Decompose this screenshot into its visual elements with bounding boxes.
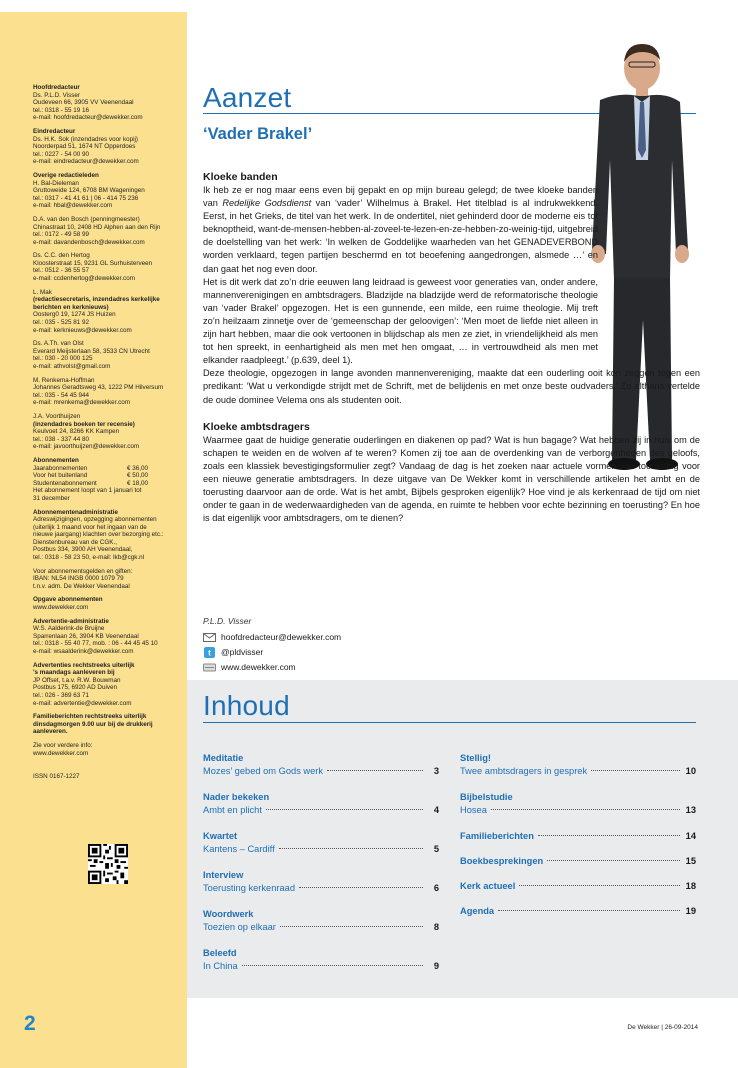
toc-category: Nader bekeken xyxy=(203,792,270,802)
colophon-line: tel.: 035 - 54 45 944 xyxy=(33,391,90,399)
subheading: Kloeke ambtsdragers xyxy=(203,420,310,433)
colophon-line: M. Renkema-Hoffman xyxy=(33,376,95,384)
colophon-line: Adreswijzigingen, opzegging abonnementen xyxy=(33,516,157,524)
colophon-line: Zie voor verdere info: xyxy=(33,741,93,749)
colophon-bosch xyxy=(33,216,183,246)
toc-entry[interactable] xyxy=(460,830,696,843)
colophon-line: Oudeveen 66, 3905 VV Veenendaal xyxy=(33,99,134,107)
email-link[interactable] xyxy=(203,630,341,645)
colophon-line: (inzendadres boeken ter recensie) xyxy=(33,420,135,428)
colophon-heading: Advertentie-administratie xyxy=(33,617,109,625)
colophon-line: e-mail: mrenkema@dewekker.com xyxy=(33,399,131,407)
colophon-opgave xyxy=(33,596,183,611)
colophon-line: Postbus 175, 6920 AD Duiven xyxy=(33,684,118,692)
colophon-line: Gruttoweide 124, 6708 BM Wageningen xyxy=(33,187,145,195)
colophon-line: e-mail: athvolst@gmail.com xyxy=(33,363,111,370)
toc-page: 18 xyxy=(685,881,696,891)
toc-title: Familieberichten xyxy=(460,831,534,841)
colophon-line: Postbus 334, 3900 AH Veenendaal, xyxy=(33,546,133,554)
toc-category: Stellig! xyxy=(460,753,491,763)
colophon-administratie xyxy=(33,509,183,562)
toc-page: 15 xyxy=(685,856,696,866)
toc-entry[interactable] xyxy=(203,752,439,778)
twitter-handle: @pldvisser xyxy=(221,647,264,657)
colophon-line: Keulvoet 24, 8266 KK Kampen xyxy=(33,428,120,436)
colophon-line: H. Bal-Dieleman xyxy=(33,179,79,187)
colophon-line: Voor abonnementsgelden en giften: xyxy=(33,567,133,575)
colophon-line: e-mail: hbal@dewekker.com xyxy=(33,202,113,210)
paragraph: Waarmee gaat de huidige generatie ouderlingen en diakenen op pad? Wat is hun bagage? Wat hebben zij in huis om de schapen te weiden en de wolven af te weren? Komen zij toe aan de overdenking van de verborgenheden des geloofs, zoals een klassiek bevestigingsformulier zegt? Vandaag de dag is het zoeken naar actuele vormen van toerusting voor een nieuwe generatie ambtsdragers. In deze uitgave van De Wekker komt in verschillende artikelen het ambt en de toerusting daarvoor aan de orde. Wat is het ambt, Bijbels gesproken eigenlijk? Hoe vind je als kerkenraad de tijd om niet onder te gaan in de wederwaardigheden van de agenda, en ruimte te hebben voor echte bezinning en toerusting? En hoe is dat eigenlijk voor ambtsdragers, om te dienen? xyxy=(203,434,700,524)
price-row xyxy=(33,472,148,480)
colophon-line: tel.: 0512 - 36 55 57 xyxy=(33,267,90,275)
colophon-line: tel.: 0317 - 41 41 61 | 06 - 414 75 236 xyxy=(33,194,139,202)
toc-title: Toezien op elkaar xyxy=(203,922,276,932)
colophon-line: e-mail: javoorthuijzen@dewekker.com xyxy=(33,443,140,451)
colophon-line: Sparrenlaan 26, 3904 KB Veenendaal xyxy=(33,632,139,640)
colophon-heading: Abonnementen xyxy=(33,456,79,464)
colophon-line: tel.: 0318 - 55 40 77, mob. : 06 - 44 45 45 10 xyxy=(33,640,158,648)
colophon-line: Ds. P.L.D. Visser xyxy=(33,91,81,99)
toc-page: 10 xyxy=(685,766,696,776)
colophon-heading: Advertenties rechtstreeks uiterlijk xyxy=(33,661,135,669)
toc-category: Beleefd xyxy=(203,948,237,958)
colophon-info xyxy=(33,742,183,757)
paragraph-text: van ‘vader’ Wilhelmus à Brakel. Het titelblad is al indrukwekkend. Eerst, in het Grieks, de titel van het werk. In de ondertitel, niet gehinderd door de moderne eis tot beknoptheid, want-de-mensen-hebben-al-zoveel-te-lezen-en-ze-hebben-zo-weinig-tijd, uitgebreid de doelstelling van het werk: ‘In welken de Goddelijke waarheden van het GENADEVERBOND worden verklaard, tegen partijen beschermd en tot beoefening aangedrongen, alsmede …’ en dan gaat het nog even door. xyxy=(203,198,598,274)
colophon-heading: Eindredacteur xyxy=(33,127,76,135)
colophon-advertenties xyxy=(33,662,183,708)
colophon-abonnementen xyxy=(33,457,183,503)
colophon-line: D.A. van den Bosch (penningmeester) xyxy=(33,215,140,223)
colophon-line: e-mail: eindredacteur@dewekker.com xyxy=(33,158,139,166)
toc-title: Hosea xyxy=(460,805,487,815)
colophon-line: Kloosterstraat 15, 9231 GL Surhuisterveen xyxy=(33,259,153,267)
toc-entry[interactable] xyxy=(203,869,439,895)
qr-code[interactable] xyxy=(88,844,128,884)
paragraph xyxy=(203,184,598,276)
colophon-line: Oosterg0 19, 1274 JS Huizen xyxy=(33,311,116,319)
colophon-line: tel.: 035 - 525 81 92 xyxy=(33,319,90,327)
colophon-line: JP Offset, t.a.v. R.W. Bouwman xyxy=(33,676,121,684)
colophon-line: Everard Meijsterlaan 58, 3533 CN Utrecht xyxy=(33,347,150,355)
qr-code-icon xyxy=(88,844,128,884)
colophon-line: e-mail: advertentie@dewekker.com xyxy=(33,699,132,707)
toc-category: Interview xyxy=(203,870,244,880)
colophon-voorthuijzen xyxy=(33,413,183,451)
colophon-line: tel.: 0318 - 55 19 16 xyxy=(33,106,90,114)
colophon-line: Chinastraat 10, 2408 HD Alphen aan den Rijn xyxy=(33,223,161,231)
toc-entry[interactable] xyxy=(460,905,696,918)
website-text: www.dewekker.com xyxy=(221,662,296,672)
colophon-line: tel.: 030 - 20 000 125 xyxy=(33,355,93,363)
colophon-heading: dinsdagmorgen 9.00 uur bij de drukkerij xyxy=(33,720,153,728)
article-body xyxy=(203,170,700,525)
colophon-line: IBAN: NL54 INGB 0000 1079 79 xyxy=(33,575,124,583)
toc-title: Mozes’ gebed om Gods werk xyxy=(203,766,324,776)
price-value: € 36,00 xyxy=(126,464,148,472)
toc-entry[interactable] xyxy=(203,791,439,817)
issn: ISSN 0167-1227 xyxy=(33,773,80,781)
colophon-giften xyxy=(33,568,183,591)
paragraph: Het is dit werk dat zo’n drie eeuwen lang leidraad is geweest voor generaties van, onder andere, mannenverenigingen en ambtsdragers. Bladzijde na bladzijde werd de reformatorische theologie van ‘vader Brakel’ opgezogen. Het is een gunnende, een milde, een ruime theologie. Mij treft zo’n heilzaam zinnetje over de ‘gemeenschap der geloovigen’: ‘Men moet de liefde niet alleen in zijn hart hebben, maar die ook vertoonen in blijdschap als men ze ziet, in vriendelijkheid als men tot hen spreekt, in eenhartigheid als men met hen omgaat, … in vertrouwdheid als men met elkander raadpleegt.’ (p.639, deel 1). xyxy=(203,276,598,366)
colophon-line: (uiterlijk 1 maand voor het ingaan van de xyxy=(33,523,147,531)
colophon-line: t.n.v. adm. De Wekker Veenendaal xyxy=(33,582,130,590)
toc-entry[interactable] xyxy=(460,791,696,817)
toc-title: Kantens – Cardiff xyxy=(203,844,275,854)
price-value: € 18,00 xyxy=(126,479,148,487)
colophon-heading: Overige redactieleden xyxy=(33,171,99,179)
toc-category: Kwartet xyxy=(203,831,238,841)
colophon-line: Noorderpad 51, 1674 NT Opperdoes xyxy=(33,143,136,151)
toc-title: Toerusting kerkenraad xyxy=(203,883,295,893)
colophon-line: berichten en kerknieuws) xyxy=(33,303,109,311)
paragraph: Deze theologie, opgezogen in lange avonden mannenvereniging, maakte dat een ouderling ooit kon zeggen tegen een predikant: ‘Wat u verkondigde strijdt met de Schrift, met de belijdenis en met onze beste oudvaders.’ Zo althans vertelde de oude dominee Velema ons als studenten ooit. xyxy=(203,368,700,405)
signature xyxy=(203,614,341,675)
colophon-advertentie xyxy=(33,618,183,656)
toc-title: Agenda xyxy=(460,906,495,916)
colophon-heading: Hoofdredacteur xyxy=(33,84,80,91)
price-row xyxy=(33,480,148,488)
toc-entry[interactable] xyxy=(203,908,439,934)
colophon-line: e-mail: wsaalderink@dewekker.com xyxy=(33,648,134,655)
colophon-line: tel.: 0318 - 58 23 50, e-mail: lkb@cgk.nl xyxy=(33,554,145,562)
colophon-line: L. Mak xyxy=(33,288,52,296)
colophon-line: tel.: 026 - 369 63 71 xyxy=(33,691,90,699)
toc-page: 19 xyxy=(685,906,696,916)
colophon-line: e-mail: hoofdredacteur@dewekker.com xyxy=(33,114,143,122)
toc-title: In China xyxy=(203,961,238,971)
page-footer: De Wekker | 26-09-2014 xyxy=(627,1024,698,1031)
colophon xyxy=(33,84,183,787)
price-label: Jaarabonnementen xyxy=(33,464,88,472)
colophon-line: tel.: 0227 - 54 00 90 xyxy=(33,150,90,158)
paragraph-text: Ik heb ze er nog maar eens even bij gepakt en op mijn bureau gelegd; de twee kloeke banden van xyxy=(203,185,598,209)
toc-entry[interactable] xyxy=(460,752,696,778)
toc-page: 8 xyxy=(433,922,439,932)
section-title-inhoud: Inhoud xyxy=(203,690,290,721)
toc-page: 3 xyxy=(433,766,439,776)
book-title: Redelijke Godsdienst xyxy=(222,198,312,209)
colophon-hoofdredacteur xyxy=(33,84,183,122)
toc-category: Woordwerk xyxy=(203,909,254,919)
divider xyxy=(203,722,696,723)
colophon-line: www.dewekker.com xyxy=(33,604,89,612)
toc-page: 14 xyxy=(685,831,696,841)
colophon-line: Ds. A.Th. van Olst xyxy=(33,340,84,348)
colophon-heading: Familieberichten rechtstreeks uiterlijk xyxy=(33,713,147,721)
colophon-renkema xyxy=(33,377,183,407)
svg-text:t: t xyxy=(208,648,211,658)
colophon-heading: Opgave abonnementen xyxy=(33,596,103,604)
colophon-line: e-mail: kerknieuws@dewekker.com xyxy=(33,326,132,334)
toc-entry[interactable] xyxy=(203,830,439,856)
toc-page: 4 xyxy=(433,805,439,815)
colophon-line: (redactiesecretaris, inzendadres kerkelijke xyxy=(33,296,160,304)
section-title-aanzet: Aanzet xyxy=(203,82,292,113)
toc-title: Twee ambtsdragers in gesprek xyxy=(460,766,588,776)
toc-category: Bijbelstudie xyxy=(460,792,513,802)
toc-page: 6 xyxy=(433,883,439,893)
colophon-line: Dienstenbureau van de CGK., xyxy=(33,538,118,546)
colophon-line: tel.: 0172 - 49 58 99 xyxy=(33,231,90,239)
colophon-line: Het abonnement loopt van 1 januari tot xyxy=(33,487,142,495)
toc-entry[interactable] xyxy=(460,855,696,868)
colophon-eindredacteur xyxy=(33,128,183,166)
mail-icon xyxy=(203,632,216,643)
colophon-line: Ds. H.K. Sok (inzendadres voor kopij) xyxy=(33,135,138,143)
colophon-heading: aanleveren. xyxy=(33,728,68,736)
website-link[interactable] xyxy=(203,660,341,675)
price-label: Voor het buitenland xyxy=(33,472,88,480)
toc-right-column xyxy=(460,752,696,930)
colophon-line: 31 december xyxy=(33,494,70,502)
colophon-familie xyxy=(33,713,183,736)
article-title: ‘Vader Brakel’ xyxy=(203,125,313,143)
price-value: € 50,00 xyxy=(126,472,148,480)
toc-title: Boekbesprekingen xyxy=(460,856,544,866)
subheading: Kloeke banden xyxy=(203,171,278,183)
colophon-overige xyxy=(33,172,183,210)
twitter-link[interactable] xyxy=(203,645,341,660)
colophon-hertog xyxy=(33,252,183,282)
colophon-line: e-mail: ccdenhertog@dewekker.com xyxy=(33,275,135,283)
colophon-heading: 's maandags aanleveren bij xyxy=(33,669,115,677)
toc-page: 9 xyxy=(433,961,439,971)
colophon-line: Johannes Geradtsweg 43, 1222 PM Hilversum xyxy=(33,384,164,392)
colophon-line: W.S. Aalderink-de Bruijne xyxy=(33,625,105,633)
price-label: Studentenabonnement xyxy=(33,479,97,487)
twitter-icon xyxy=(203,647,216,658)
toc-page: 13 xyxy=(685,805,696,815)
colophon-line: nieuwe jaargang) klachten over bezorging etc.: xyxy=(33,531,164,539)
toc-title: Ambt en plicht xyxy=(203,805,262,815)
colophon-line: tel.: 038 - 337 44 80 xyxy=(33,435,90,443)
colophon-mak xyxy=(33,289,183,335)
toc-entry[interactable] xyxy=(203,947,439,973)
colophon-line: Ds. C.C. den Hertog xyxy=(33,252,90,260)
colophon-line: www.dewekker.com xyxy=(33,749,89,757)
toc-category: Meditatie xyxy=(203,753,244,763)
toc-title: Kerk actueel xyxy=(460,881,516,891)
toc-page: 5 xyxy=(433,844,439,854)
toc-entry[interactable] xyxy=(460,880,696,893)
colophon-line: J.A. Voorthuijzen xyxy=(33,412,81,420)
page-number: 2 xyxy=(24,1012,36,1035)
email-text: hoofdredacteur@dewekker.com xyxy=(221,632,342,642)
colophon-line: e-mail: davandenbosch@dewekker.com xyxy=(33,238,145,246)
colophon-olst xyxy=(33,340,183,370)
price-row xyxy=(33,465,148,473)
author-name: P.L.D. Visser xyxy=(203,616,252,626)
globe-icon xyxy=(203,662,216,673)
colophon-heading: Abonnementenadministratie xyxy=(33,508,119,516)
toc-left-column xyxy=(203,752,439,986)
